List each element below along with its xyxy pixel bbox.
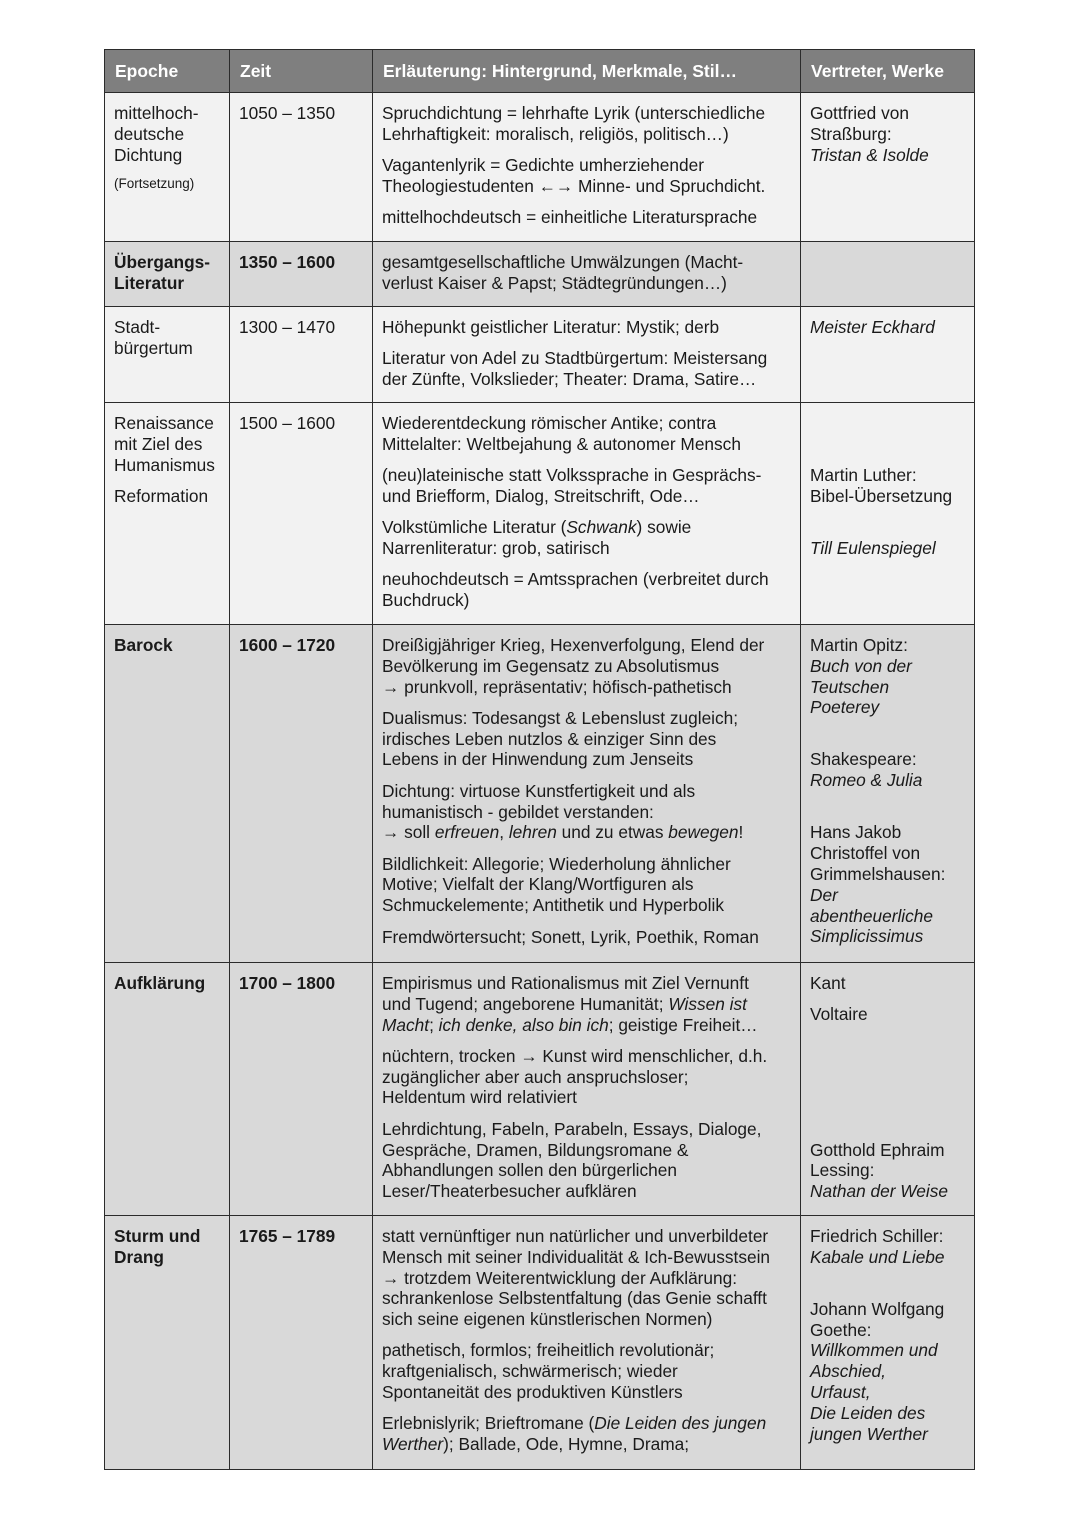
zeit-cell: 1350 – 1600 [230,242,373,307]
table-row [105,963,975,1216]
erlaeuterung-cell: gesamtgesellschaftliche Umwälzungen (Macht- verlust Kaiser & Papst; Städtegründungen…) [373,242,801,307]
epoche-cell: Übergangs- Literatur [105,242,230,307]
table-row [105,93,975,242]
vertreter-cell: Kant Voltaire Gotthold Ephraim Lessing: Nathan der Weise [801,963,975,1216]
header-epoche: Epoche [105,50,230,93]
erlaeuterung-cell: Spruchdichtung = lehrhafte Lyrik (unterschiedliche Lehrhaftigkeit: moralisch, religiös, politisch…) Vagantenlyrik = Gedichte umherziehender Theologiestudenten ←→ Minne- und Spruchdicht. mittelhochdeutsch = einheitliche Literatursprache [373,93,801,242]
header-erlaeuterung: Erläuterung: Hintergrund, Merkmale, Stil… [373,50,801,93]
erlaeuterung-cell: Höhepunkt geistlicher Literatur: Mystik; derb Literatur von Adel zu Stadtbürgertum: Meistersang der Zünfte, Volkslieder; Theater: Drama, Satire… [373,307,801,403]
table-row [105,403,975,625]
vertreter-cell: Martin Opitz: Buch von der Teutschen Poeterey Shakespeare: Romeo & Julia Hans Jakob Christoffel von Grimmelshausen: Der abentheuerliche Simplicissimus [801,625,975,963]
vertreter-cell: Friedrich Schiller: Kabale und Liebe Johann Wolfgang Goethe: Willkommen und Abschied, Urfaust, Die Leiden des jungen Werther [801,1216,975,1470]
zeit-cell: 1700 – 1800 [230,963,373,1216]
table-header-row [105,50,975,93]
epoche-cell: Renaissance mit Ziel des Humanismus Reformation [105,403,230,625]
table-row [105,1216,975,1470]
zeit-cell: 1300 – 1470 [230,307,373,403]
vertreter-cell: Meister Eckhard [801,307,975,403]
vertreter-cell: Martin Luther: Bibel-Übersetzung Till Eulenspiegel [801,403,975,625]
fortsetzung-note: (Fortsetzung) [114,176,195,192]
header-zeit: Zeit [230,50,373,93]
vertreter-cell [801,242,975,307]
epoche-cell: Barock [105,625,230,963]
epoche-cell: Stadt- bürgertum [105,307,230,403]
epoche-cell: Sturm und Drang [105,1216,230,1470]
zeit-cell: 1765 – 1789 [230,1216,373,1470]
zeit-cell: 1500 – 1600 [230,403,373,625]
erlaeuterung-cell: Empirismus und Rationalismus mit Ziel Vernunft und Tugend; angeborene Humanität; Wissen ist Macht; ich denke, also bin ich; geistige Freiheit… nüchtern, trocken → Kunst wird menschlicher, d.h. zugänglicher aber auch anspruchsloser; Heldentum wird relativiert Lehrdichtung, Fabeln, Parabeln, Essays, Dialoge, Gespräche, Dramen, Bildungsromane & Abhandlungen sollen den bürgerlichen Leser/Theaterbesucher aufklären [373,963,801,1216]
table-row [105,307,975,403]
erlaeuterung-cell: Dreißigjähriger Krieg, Hexenverfolgung, Elend der Bevölkerung im Gegensatz zu Absolutismus → prunkvoll, repräsentativ; höfisch-pathetisch Dualismus: Todesangst & Lebenslust zugleich; irdisches Leben nutzlos & einziger Sinn des Lebens in der Hinwendung zum Jenseits Dichtung: virtuose Kunstfertigkeit und als humanistisch - gebildet verstanden: → soll erfreuen, lehren und zu etwas bewegen! Bildlichkeit: Allegorie; Wiederholung ähnlicher Motive; Vielfalt der Klang/Wortfiguren als Schmuckelemente; Antithetik und Hyperbolik Fremdwörtersucht; Sonett, Lyrik, Poethik, Roman [373,625,801,963]
epochen-table [104,49,975,1470]
zeit-cell: 1600 – 1720 [230,625,373,963]
erlaeuterung-cell: Wiederentdeckung römischer Antike; contra Mittelalter: Weltbejahung & autonomer Mensch (neu)lateinische statt Volkssprache in Gesprächs- und Briefform, Dialog, Streitschrift, Ode… Volkstümliche Literatur (Schwank) sowie Narrenliteratur: grob, satirisch neuhochdeutsch = Amtssprachen (verbreitet durch Buchdruck) [373,403,801,625]
erlaeuterung-cell: statt vernünftiger nun natürlicher und unverbildeter Mensch mit seiner Individualität & Ich-Bewusstsein → trotzdem Weiterentwicklung der Aufklärung: schrankenlose Selbstentfaltung (das Genie schafft sich seine eigenen künstlerischen Normen) pathetisch, formlos; freiheitlich revolutionär; kraftgenialisch, schwärmerisch; wieder Spontaneität des produktiven Künstlers Erlebnislyrik; Brieftromane (Die Leiden des jungen Werther); Ballade, Ode, Hymne, Drama; [373,1216,801,1470]
table-row [105,625,975,963]
epoche-cell: mittelhoch- deutsche Dichtung (Fortsetzung) [105,93,230,242]
epoche-cell: Aufklärung [105,963,230,1216]
vertreter-cell: Gottfried von Straßburg: Tristan & Isolde [801,93,975,242]
zeit-cell: 1050 – 1350 [230,93,373,242]
table-row [105,242,975,307]
header-vertreter: Vertreter, Werke [801,50,975,93]
